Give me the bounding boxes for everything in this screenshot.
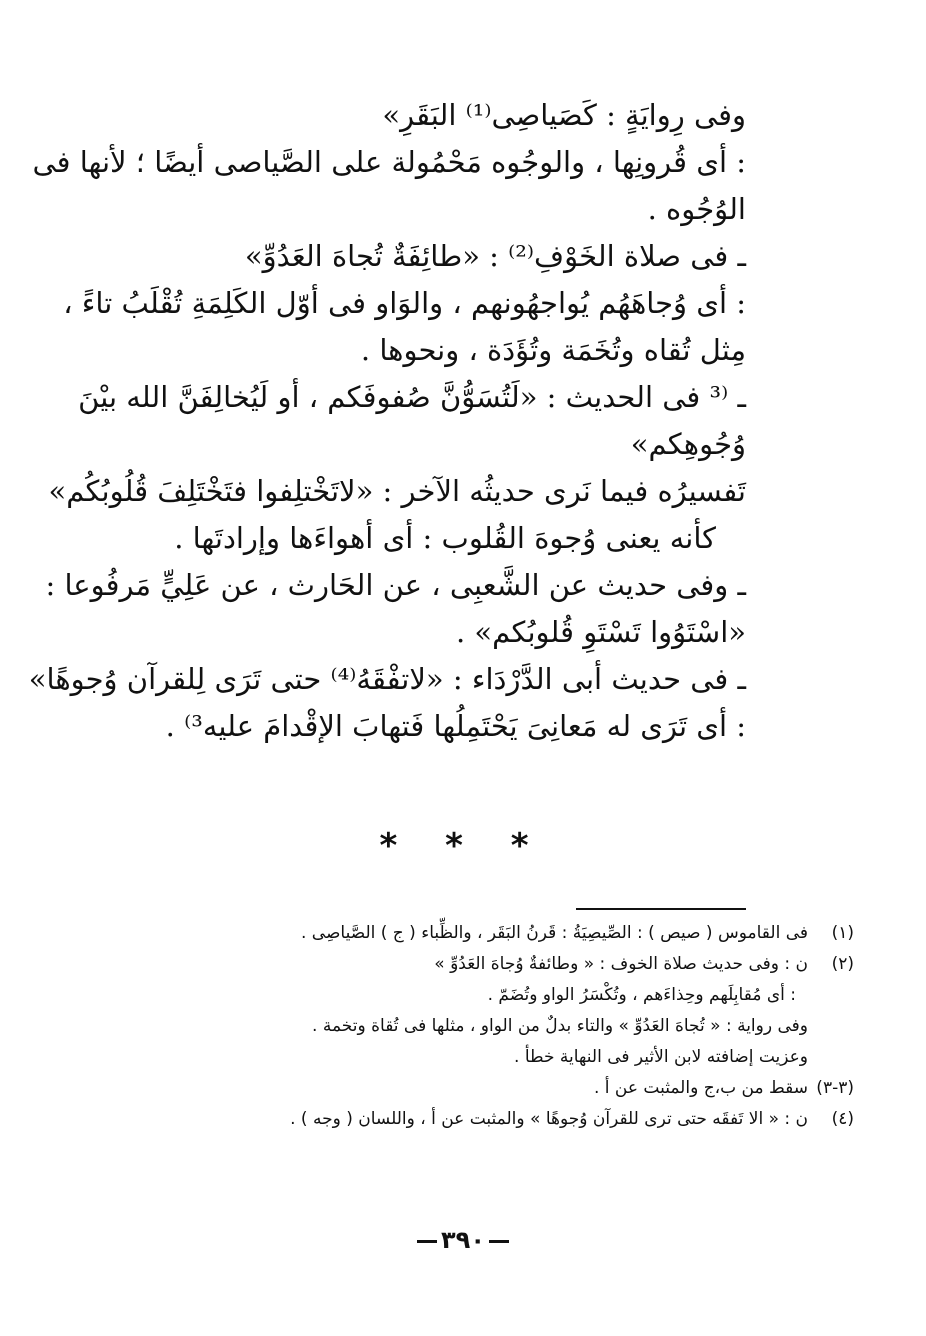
footnote-text: وفى رواية : « تُجاهَ العَدُوِّ » والتاء بدلٌ من الواو ، مثلها فى تُقاة وتخمة . [312,1016,808,1036]
text-line: : أى قُرونِها ، والوجُوه مَحْمُولة على الصَّياصى أيضًا ؛ لأنها فى [32,145,746,179]
footnote-number: (٣-٣) [816,1078,854,1098]
footnote-number: (٤) [831,1109,854,1129]
footnote-text: فى القاموس ( صيص ) : الصِّيصِيَةُ : قَرنُ البَقَر ، والظِّباء ( ج ) الصَّياصِى . [300,923,808,943]
footnote-item [150,1073,854,1104]
text-line: ـ فى حديث أبى الدَّرْدَاء : «لاتفْقَهُ⁽⁴⁾ حتى تَرَى لِلقرآن وُجوهًا» [28,662,746,696]
section-separator: * * * [379,826,547,866]
footnote-number: (٢) [831,954,854,974]
footnote-item [150,1042,854,1073]
footnote-item [150,1104,854,1135]
footnote-item [150,1011,854,1042]
main-text-body [28,92,746,750]
footnote-text: ن : وفى حديث صلاة الخوف : « وطائفةٌ وُجاهَ العَدُوِّ » [434,954,808,974]
page-number-dash [417,1240,437,1243]
footnote-text: ن : « الا تَفقَه حتى ترى للقرآن وُجوهًا » والمثبت عن أ ، واللسان ( وجه ) . [290,1109,808,1129]
footnote-text: وعزيت إضافته لابن الأثير فى النهاية خطأ . [514,1047,808,1067]
text-line: تَفسيرُه فيما نَرى حديثُه الآخر : «لاتَخْتلِفوا فتَخْتَلِفَ قُلُوبُكُم» [48,474,746,508]
footnote-number: (١) [831,923,854,943]
footnote-item [150,918,854,949]
text-line: «اسْتَوُوا تَسْتَوِ قُلوبُكم» . [455,615,746,649]
footnote-item [150,980,854,1011]
text-line: وُجُوهِكم» [630,427,746,461]
page-number-value: ٣٩٠ [441,1226,485,1254]
footnote-number [808,1011,854,1042]
text-line: ـ ⁽³ فى الحديث : «لَتُسَوُّنَّ صُفوفَكم ، أو لَيُخالِفَنَّ الله بيْنَ [78,380,746,414]
footnote-number [808,980,854,1011]
text-line: : أى وُجاهَهُم يُواجهُونهم ، والوَاو فى أوّل الكَلِمَةِ تُقْلَبُ تاءً ، [63,286,746,320]
footnote-number [808,1042,854,1073]
text-line: مِثل تُقاه وتُخَمَة وتُؤَدَة ، ونحوها . [360,333,746,367]
text-line: كأنه يعنى وُجوهَ القُلوب : أى أهواءَها وإرادتَها . [174,521,716,555]
footnotes [150,918,854,1135]
page-number-dash [489,1240,509,1243]
text-line: ـ فى صلاة الخَوْفِ⁽²⁾ : «طائِفَةٌ تُجاهَ العَدُوِّ» [244,239,746,273]
text-line: الوُجُوه . [647,192,746,226]
footnote-text: : أى مُقابِلَهم وحِذاءَهم ، وتُكْسَرُ الواو وتُضَمّ . [487,985,796,1005]
page-number [0,1226,926,1254]
text-line: ـ وفى حديث عن الشَّعبِى ، عن الحَارث ، عن عَلِيٍّ مَرفُوعا : [45,568,746,602]
footnote-text: سقط من ب،ج والمثبت عن أ . [593,1078,808,1098]
text-line: وفى رِوايَةٍ : كَصَياصِى⁽¹⁾ البَقَرِ» [382,98,746,132]
text-line: : أى تَرَى له مَعانِىَ يَحْتَمِلُها فَتهابَ الإقْدامَ عليه³⁾ . [165,709,746,743]
footnote-divider [576,908,746,910]
footnote-item [150,949,854,980]
